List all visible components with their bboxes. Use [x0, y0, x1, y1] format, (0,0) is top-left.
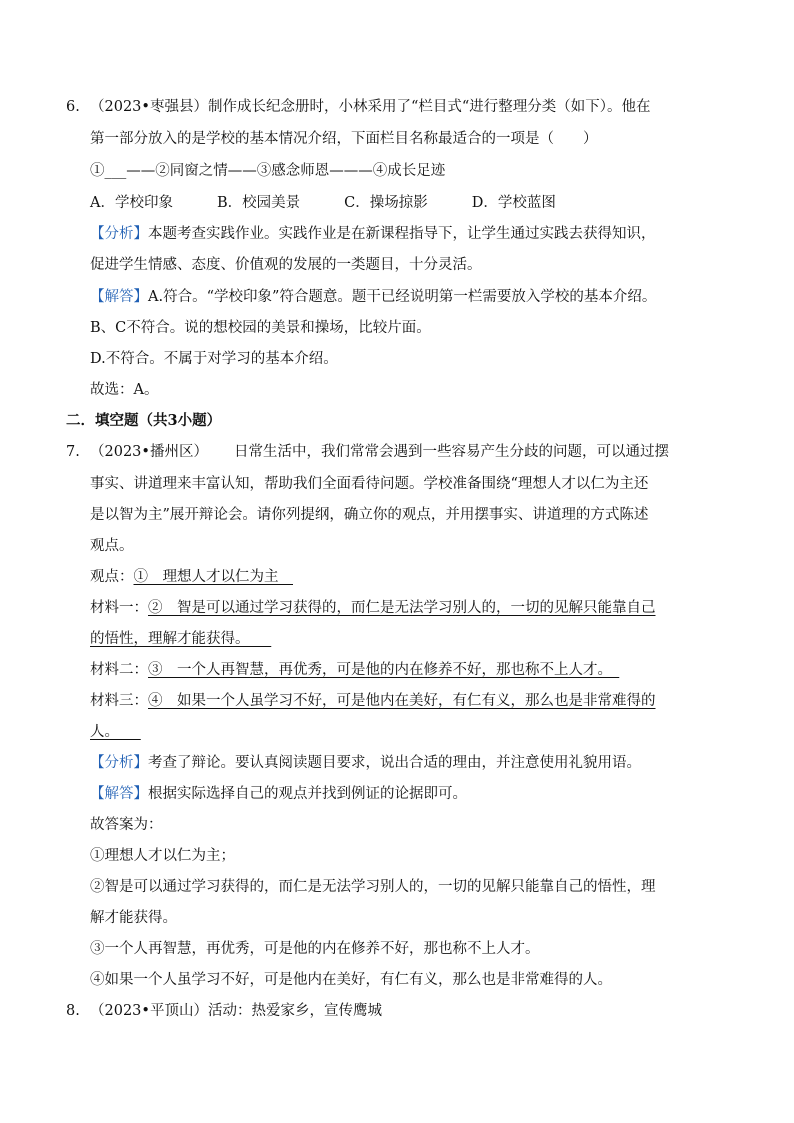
answer-line: [90, 287, 656, 307]
analysis-tag: 【分析】: [90, 226, 148, 242]
answer-item: ①理想人才以仁为主；: [90, 848, 235, 864]
question-text: 事实、讲道理来丰富认知，帮助我们全面看待问题。学校准备围绕“理想人才以仁为主还: [90, 476, 649, 492]
material-one-value: 的悟性，理解才能获得。: [90, 631, 272, 647]
analysis-text: 促进学生情感、态度、价值观的发展的一类题目，十分灵活。: [90, 257, 482, 273]
viewpoint-label: 观点：: [90, 569, 134, 585]
answer-text: A.符合。“学校印象”符合题意。题干已经说明第一栏需要放入学校的基本介绍。: [148, 289, 657, 305]
analysis-text: 本题考查实践作业。实践作业是在新课程指导下，让学生通过实践去获得知识，: [148, 226, 656, 242]
option-list: [90, 193, 556, 213]
material-one-line: [90, 598, 656, 618]
analysis-line: [90, 753, 641, 773]
question-text: （2023•枣强县）制作成长纪念册时，小林采用了“栏目式“进行整理分类（如下）。他在: [90, 99, 651, 115]
question-number: 7.: [66, 444, 80, 460]
answer-text: 故选：A。: [90, 382, 159, 398]
analysis-tag: 【分析】: [90, 755, 148, 771]
question-text: ①___——②同窗之情——③感念师恩———④成长足迹: [90, 163, 446, 179]
answer-text: D.不符合。不属于对学习的基本介绍。: [90, 351, 338, 367]
analysis-line: [90, 224, 656, 244]
option-a: A．学校印象: [90, 195, 173, 211]
question-source: （2023•播州区）: [90, 444, 208, 460]
material-two-line: [90, 660, 619, 680]
option-d: D．学校蓝图: [471, 195, 556, 211]
question-body: 日常生活中，我们常常会遇到一些容易产生分歧的问题，可以通过摆: [233, 444, 669, 460]
answer-intro: 故答案为：: [90, 817, 163, 833]
question-number: 6.: [66, 99, 80, 115]
question-text: 观点。: [90, 538, 134, 554]
material-three-line: [90, 691, 656, 711]
question-text: 第一部分放入的是学校的基本情况介绍，下面栏目名称最适合的一项是（ ）: [90, 131, 598, 147]
question-text: （2023•平顶山）活动：热爱家乡，宣传鹰城: [90, 1003, 382, 1019]
option-b: B．校园美景: [216, 195, 301, 211]
answer-text: B、C不符合。说的想校园的美景和操场，比较片面。: [90, 320, 431, 336]
material-one-value: ② 智是可以通过学习获得的，而仁是无法学习别人的，一切的见解只能靠自己: [148, 600, 656, 616]
question-text: 是以智为主”展开辩论会。请你列提纲，确立你的观点，并用摆事实、讲道理的方式陈述: [90, 507, 649, 523]
material-two-label: 材料二：: [90, 662, 148, 678]
material-three-value: 人。: [90, 724, 141, 740]
material-one-label: 材料一：: [90, 600, 148, 616]
material-three-label: 材料三：: [90, 693, 148, 709]
answer-tag: 【解答】: [90, 289, 148, 305]
answer-line: [90, 784, 467, 804]
answer-tag: 【解答】: [90, 786, 148, 802]
viewpoint-value: ① 理想人才以仁为主: [133, 569, 293, 585]
question-text: [90, 442, 669, 462]
answer-item: ②智是可以通过学习获得的，而仁是无法学习别人的，一切的见解只能靠自己的悟性，理: [90, 879, 656, 895]
question-number: 8.: [66, 1003, 80, 1019]
material-two-value: ③ 一个人再智慧，再优秀，可是他的内在修养不好，那也称不上人才。: [148, 662, 620, 678]
viewpoint-line: [90, 567, 293, 587]
analysis-text: 考查了辩论。要认真阅读题目要求，说出合适的理由，并注意使用礼貌用语。: [148, 755, 641, 771]
material-three-value: ④ 如果一个人虽学习不好，可是他内在美好，有仁有义，那么也是非常难得的: [148, 693, 656, 709]
answer-item: 解才能获得。: [90, 910, 177, 926]
option-c: C．操场掠影: [344, 195, 428, 211]
answer-text: 根据实际选择自己的观点并找到例证的论据即可。: [148, 786, 467, 802]
section-title: 二．填空题（共3小题）: [66, 412, 222, 429]
answer-item: ④如果一个人虽学习不好，可是他内在美好，有仁有义，那么也是非常难得的人。: [90, 972, 612, 988]
answer-item: ③一个人再智慧，再优秀，可是他的内在修养不好，那也称不上人才。: [90, 941, 540, 957]
